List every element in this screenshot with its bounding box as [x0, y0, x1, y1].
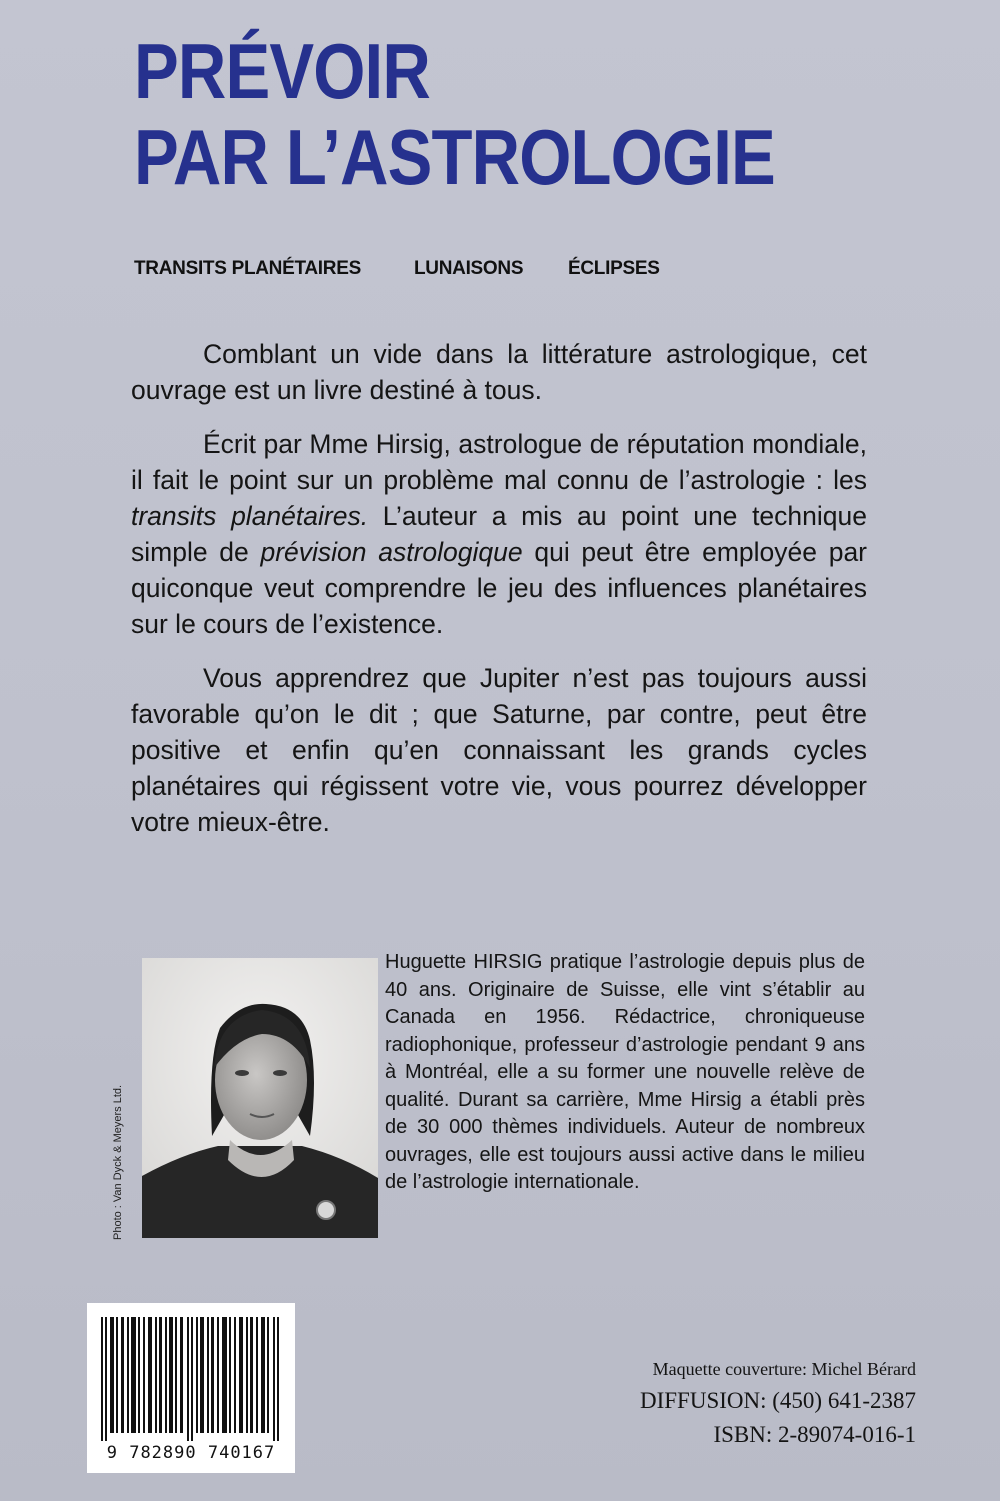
- blurb-paragraph-1: Comblant un vide dans la littérature astrologique, cet ouvrage est un livre destiné à tous.: [131, 339, 867, 405]
- photo-credit: Photo : Van Dyck & Meyers Ltd.: [112, 1084, 124, 1240]
- blurb-p2-italic-transits: transits planétaires.: [131, 501, 369, 531]
- barcode-digits: 9 782890 740167: [106, 1443, 276, 1463]
- topic-eclipses: ÉCLIPSES: [568, 258, 660, 279]
- topic-lunaisons: LUNAISONS: [414, 258, 524, 279]
- isbn-number: ISBN: 2-89074-016-1: [713, 1422, 916, 1447]
- blurb-p2-italic-prevision: prévision astrologique: [260, 537, 523, 567]
- barcode: [87, 1303, 295, 1473]
- publisher-credits: [640, 1354, 916, 1452]
- author-photo: [142, 958, 378, 1238]
- topic-transits: TRANSITS PLANÉTAIRES: [134, 258, 361, 279]
- book-title: [134, 28, 775, 200]
- book-title-line-1: PRÉVOIR: [134, 27, 430, 115]
- blurb-paragraph-2: [131, 426, 867, 642]
- barcode-bars-icon: [101, 1317, 281, 1441]
- blurb-paragraph-3: Vous apprendrez que Jupiter n’est pas toujours aussi favorable qu’on le dit ; que Saturne, par contre, peut être positive et enfin qu’en connaissant les grands cycles planétaires qui régissent votre vie, vous pourrez développer votre mieux-être.: [131, 663, 867, 837]
- blurb-p2-text-a: Écrit par Mme Hirsig, astrologue de réputation mondiale, il fait le point sur un problème mal connu de l’astrologie : les: [131, 429, 867, 495]
- author-portrait-icon: [142, 958, 378, 1238]
- author-bio: Huguette HIRSIG pratique l’astrologie depuis plus de 40 ans. Originaire de Suisse, elle vint s’établir au Canada en 1956. Rédactrice, chroniqueuse radiophonique, professeur d’astrologie pendant 9 ans à Montréal, elle a su former une nouvelle relève de qualité. Durant sa carrière, Mme Hirsig a établi près de 30 000 thèmes individuels. Auteur de nombreux ouvrages, elle est toujours aussi active dans le milieu de l’astrologie internationale.: [385, 951, 865, 1193]
- blurb-p2-text-b: L’auteur a mis au point une technique simple de: [131, 501, 868, 567]
- diffusion-phone: DIFFUSION: (450) 641-2387: [640, 1388, 916, 1413]
- book-title-line-2: PAR L’ASTROLOGIE: [134, 113, 775, 201]
- cover-design-credit: Maquette couverture: Michel Bérard: [652, 1359, 916, 1379]
- back-cover-blurb: [131, 336, 867, 858]
- blurb-p2-text-c: qui peut être employée par quiconque veut comprendre le jeu des influences planétaires sur le cours de l’existence.: [131, 537, 868, 639]
